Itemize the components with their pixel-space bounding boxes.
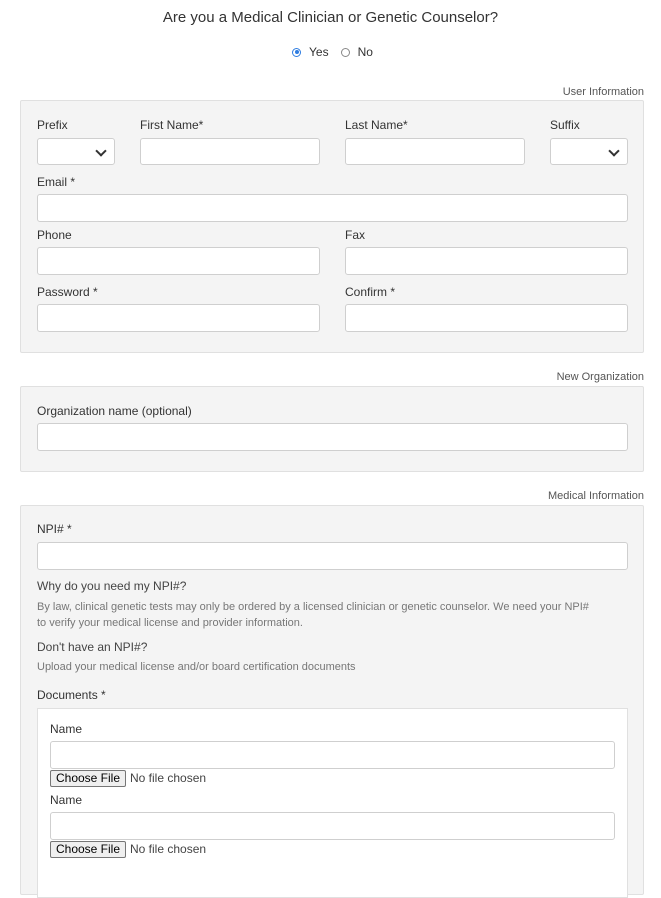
confirm-password-input[interactable] — [345, 304, 628, 332]
chevron-down-icon — [95, 145, 106, 156]
prefix-select[interactable] — [37, 138, 115, 165]
yes-radio[interactable] — [292, 48, 301, 57]
suffix-label: Suffix — [550, 118, 580, 132]
documents-label: Documents * — [37, 688, 106, 702]
user-information-legend: User Information — [562, 86, 644, 98]
documents-box — [37, 708, 628, 898]
no-radio[interactable] — [341, 48, 350, 57]
password-input[interactable] — [37, 304, 320, 332]
first-name-input[interactable] — [140, 138, 320, 165]
npi-input[interactable] — [37, 542, 628, 570]
organization-name-input[interactable] — [37, 423, 628, 451]
file-status-text: No file chosen — [130, 842, 207, 856]
fax-label: Fax — [345, 228, 366, 242]
why-npi-text-line-2: to verify your medical license and provider information. — [37, 617, 303, 629]
new-organization-legend: New Organization — [556, 371, 644, 383]
no-npi-question: Don't have an NPI#? — [37, 640, 148, 654]
document-name-label: Name — [50, 793, 83, 807]
document-name-input[interactable] — [50, 812, 615, 840]
why-npi-text-line-1: By law, clinical genetic tests may only be ordered by a licensed clinician or genetic counselor. We need your NPI# — [37, 601, 589, 613]
phone-input[interactable] — [37, 247, 320, 275]
suffix-select[interactable] — [550, 138, 628, 165]
npi-label: NPI# * — [37, 522, 72, 536]
why-npi-question: Why do you need my NPI#? — [37, 579, 187, 593]
fax-input[interactable] — [345, 247, 628, 275]
page-title: Are you a Medical Clinician or Genetic Counselor? — [162, 9, 499, 26]
first-name-label: First Name* — [140, 118, 204, 132]
phone-label: Phone — [37, 228, 72, 242]
organization-name-label: Organization name (optional) — [37, 404, 192, 418]
email-label: Email * — [37, 175, 76, 189]
password-label: Password * — [37, 285, 98, 299]
no-npi-text: Upload your medical license and/or board certification documents — [37, 661, 356, 673]
medical-information-legend: Medical Information — [548, 490, 644, 502]
chevron-down-icon — [608, 145, 619, 156]
email-input[interactable] — [37, 194, 628, 222]
last-name-input[interactable] — [345, 138, 525, 165]
document-name-input[interactable] — [50, 741, 615, 769]
confirm-label: Confirm * — [345, 285, 396, 299]
clinician-radio-group — [292, 44, 385, 60]
file-status-text: No file chosen — [130, 771, 207, 785]
choose-file-button[interactable]: Choose File — [50, 841, 126, 858]
choose-file-button[interactable]: Choose File — [50, 770, 126, 787]
prefix-label: Prefix — [37, 118, 68, 132]
yes-radio-label[interactable]: Yes — [309, 45, 329, 59]
no-radio-label[interactable]: No — [357, 45, 373, 59]
document-name-label: Name — [50, 722, 83, 736]
last-name-label: Last Name* — [345, 118, 408, 132]
